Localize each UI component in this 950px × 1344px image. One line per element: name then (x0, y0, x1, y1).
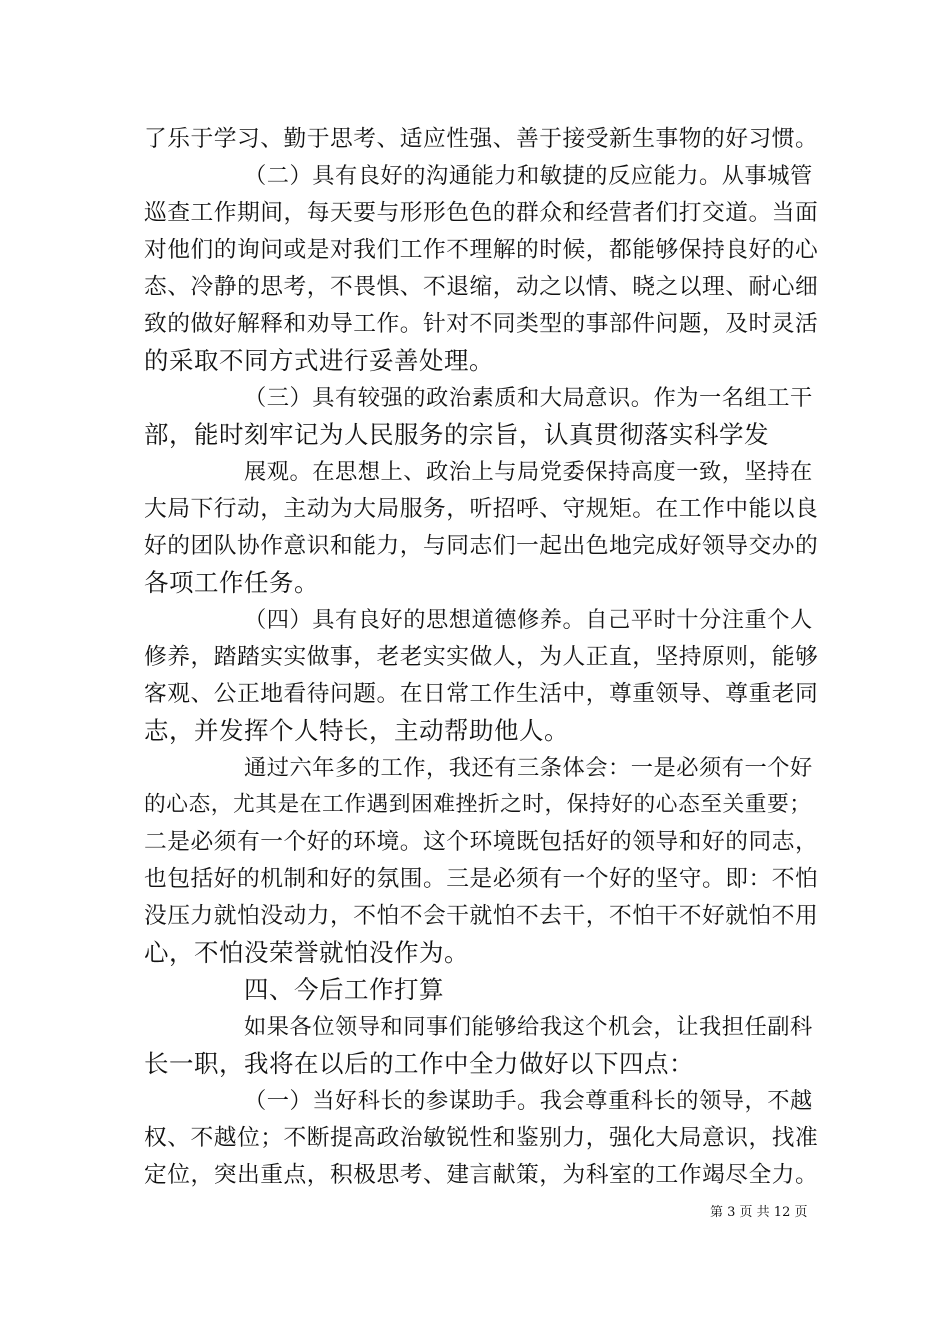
body-line: 心，不怕没荣誉就怕没作为。 (144, 938, 469, 967)
body-line: 也包括好的机制和好的氛围。三是必须有一个好的坚守。即：不怕 (144, 866, 819, 892)
body-line: 客观、公正地看待问题。在日常工作生活中，尊重领导、尊重老同 (144, 681, 819, 707)
body-line: 部，能时刻牢记为人民服务的宗旨，认真贯彻落实科学发 (144, 420, 769, 449)
body-line: 权、不越位；不断提高政治敏锐性和鉴别力，强化大局意识，找准 (144, 1125, 819, 1151)
body-line: 展观。在思想上、政治上与局党委保持高度一致，坚持在 (244, 459, 813, 485)
body-line: 大局下行动，主动为大局服务，听招呼、守规矩。在工作中能以良 (144, 496, 819, 522)
page-number-footer: 第 3 页 共 12 页 (710, 1205, 808, 1220)
body-line: 巡查工作期间，每天要与形形色色的群众和经营者们打交道。当面 (144, 200, 819, 226)
body-line: 通过六年多的工作，我还有三条体会：一是必须有一个好 (244, 755, 813, 781)
body-line: 态、冷静的思考，不畏惧、不退缩，动之以情、晓之以理、耐心细 (144, 274, 819, 300)
body-line: 好的团队协作意识和能力，与同志们一起出色地完成好领导交办的 (144, 533, 819, 559)
body-line: 志，并发挥个人特长，主动帮助他人。 (144, 716, 569, 745)
body-line: 的采取不同方式进行妥善处理。 (144, 346, 494, 375)
body-line: （四）具有良好的思想道德修养。自己平时十分注重个人 (244, 607, 813, 633)
body-line: 的心态，尤其是在工作遇到困难挫折之时，保持好的心态至关重要； (144, 792, 812, 817)
body-line: 各项工作任务。 (144, 568, 319, 597)
body-line: （二）具有良好的沟通能力和敏捷的反应能力。从事城管 (244, 163, 813, 189)
body-line: 对他们的询问或是对我们工作不理解的时候，都能够保持良好的心 (144, 237, 819, 263)
body-line: 如果各位领导和同事们能够给我这个机会，让我担任副科 (244, 1014, 813, 1040)
body-line: （三）具有较强的政治素质和大局意识。作为一名组工干 (244, 385, 813, 411)
body-line: 长一职，我将在以后的工作中全力做好以下四点： (144, 1049, 694, 1078)
body-line: 了乐于学习、勤于思考、适应性强、善于接受新生事物的好习惯。 (144, 126, 819, 152)
body-line: 没压力就怕没动力，不怕不会干就怕不去干，不怕干不好就怕不用 (144, 903, 819, 929)
body-line: （一）当好科长的参谋助手。我会尊重科长的领导，不越 (244, 1088, 813, 1114)
body-line: 定位，突出重点，积极思考、建言献策，为科室的工作竭尽全力。 (144, 1162, 819, 1188)
body-line: 致的做好解释和劝导工作。针对不同类型的事部件问题，及时灵活 (144, 311, 819, 337)
body-line: 二是必须有一个好的环境。这个环境既包括好的领导和好的同志， (144, 829, 819, 855)
body-line: 修养，踏踏实实做事，老老实实做人，为人正直，坚持原则，能够 (144, 644, 819, 670)
section-heading: 四、今后工作打算 (244, 975, 444, 1004)
